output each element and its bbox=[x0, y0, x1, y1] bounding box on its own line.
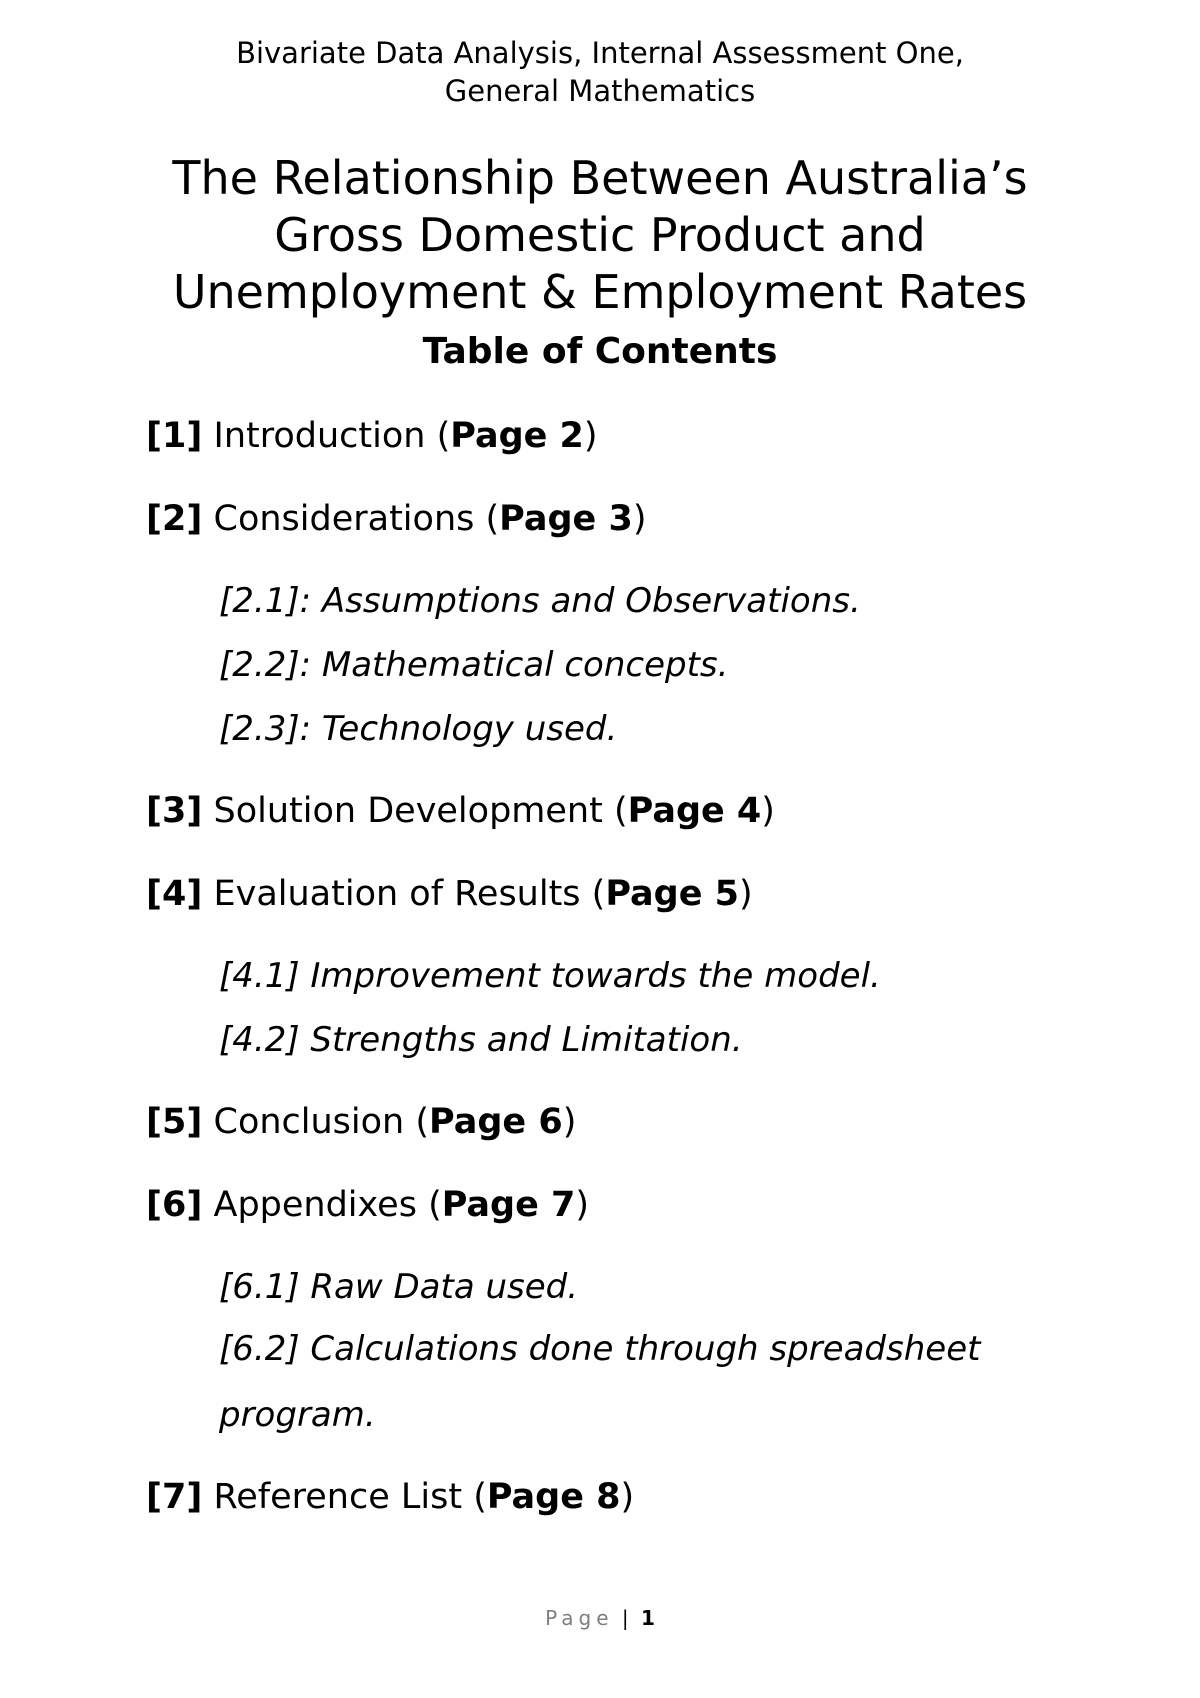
toc-subentry: [2.1]: Assumptions and Observations. bbox=[219, 581, 861, 621]
toc-entry-label: Reference List bbox=[213, 1477, 463, 1517]
toc-entry-label: Evaluation of Results bbox=[213, 874, 581, 914]
toc-entry-page: Page 3 bbox=[499, 499, 633, 539]
toc-entry-considerations: [2] Considerations (Page 3) bbox=[146, 499, 647, 539]
toc-entry-evaluation-of-results: [4] Evaluation of Results (Page 5) bbox=[146, 874, 753, 914]
toc-entry-number: [3] bbox=[146, 791, 203, 831]
toc-entry-number: [5] bbox=[146, 1102, 203, 1142]
document-header bbox=[0, 34, 1200, 110]
toc-entry-number: [4] bbox=[146, 874, 203, 914]
toc-entry-reference-list: [7] Reference List (Page 8) bbox=[146, 1477, 635, 1517]
toc-entry-number: [1] bbox=[146, 416, 203, 456]
toc-subentry: program. bbox=[219, 1395, 376, 1435]
toc-entry-number: [6] bbox=[146, 1185, 203, 1225]
footer-page-word: Page bbox=[545, 1606, 614, 1630]
toc-subentry: [4.2] Strengths and Limitation. bbox=[219, 1020, 743, 1060]
toc-entry-number: [7] bbox=[146, 1477, 203, 1517]
toc-entry-label: Appendixes bbox=[213, 1185, 417, 1225]
title-line-2: Gross Domestic Product and bbox=[274, 208, 926, 262]
toc-entry-label: Introduction bbox=[213, 416, 426, 456]
page-footer bbox=[0, 1604, 1200, 1632]
toc-entry-page: Page 8 bbox=[486, 1477, 621, 1517]
footer-separator: | bbox=[621, 1606, 629, 1630]
toc-entry-page: Page 5 bbox=[605, 874, 739, 914]
toc-entry-introduction: [1] Introduction (Page 2) bbox=[146, 416, 598, 456]
toc-subentry: [4.1] Improvement towards the model. bbox=[219, 956, 881, 996]
toc-entry-label: Solution Development bbox=[213, 791, 603, 831]
toc-entry-appendixes: [6] Appendixes (Page 7) bbox=[146, 1185, 590, 1225]
toc-entry-label: Conclusion bbox=[213, 1102, 405, 1142]
title-line-1: The Relationship Between Australia’s bbox=[172, 151, 1028, 205]
toc-subentry: [2.3]: Technology used. bbox=[219, 709, 618, 749]
toc-entry-label: Considerations bbox=[213, 499, 475, 539]
toc-entry-solution-development: [3] Solution Development (Page 4) bbox=[146, 791, 775, 831]
title-line-3: Unemployment & Employment Rates bbox=[172, 265, 1028, 319]
toc-subentry: [6.1] Raw Data used. bbox=[219, 1267, 579, 1307]
header-line-1: Bivariate Data Analysis, Internal Assessment One, bbox=[236, 36, 964, 70]
toc-entry-page: Page 4 bbox=[627, 791, 762, 831]
header-line-2: General Mathematics bbox=[444, 74, 756, 108]
footer-page-number: 1 bbox=[640, 1606, 655, 1630]
toc-entry-page: Page 7 bbox=[441, 1185, 576, 1225]
toc-entry-page: Page 6 bbox=[429, 1102, 563, 1142]
toc-subentry: [2.2]: Mathematical concepts. bbox=[219, 645, 729, 685]
document-title bbox=[0, 150, 1200, 321]
toc-entry-conclusion: [5] Conclusion (Page 6) bbox=[146, 1102, 577, 1142]
toc-entry-page: Page 2 bbox=[450, 416, 584, 456]
toc-heading: Table of Contents bbox=[422, 331, 778, 372]
toc-subentry: [6.2] Calculations done through spreadsheet bbox=[219, 1329, 981, 1369]
toc-entry-number: [2] bbox=[146, 499, 203, 539]
